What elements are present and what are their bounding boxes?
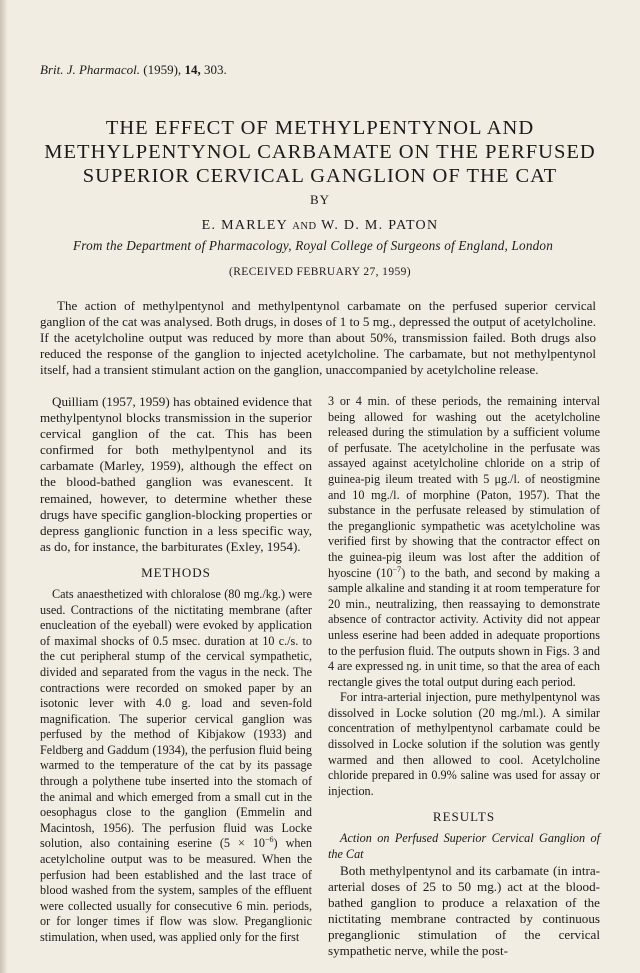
- methods-text-b: ) when acetylcholine output was to be measured. When the perfusion had been established and the last trace of blood washed from the system, samples of the effluent were collected usually for consecutive 6 min. periods, or for longer times if flow was slow. Preganglionic stimulation, when used, was applied only for the first: [40, 836, 312, 944]
- methods-paragraph: [40, 587, 312, 946]
- citation-page: 303.: [203, 62, 227, 77]
- received-date: (RECEIVED FEBRUARY 27, 1959): [229, 266, 411, 278]
- methods-cont-text-a: 3 or 4 min. of these periods, the remaining interval being allowed for washing out the acetylcholine released during the stimulation by a sufficient volume of perfusate. The acetylcholine in the perfusate was assayed against acetylcholine chloride on a strip of guinea-pig ileum treated with 5 μg./l. of neostigmine and 10 mg./l. of morphine (Paton, 1957). That the substance in the perfusate released by stimulation of the preganglionic sympathetic was acetylcholine was verified first by showing that the contractor effect on the guinea-pig ileum was lost after the addition of hyoscine (10: [328, 394, 600, 580]
- results-heading: RESULTS: [432, 809, 496, 825]
- author-first: E. MARLEY: [201, 218, 288, 233]
- results-subheading: Action on Perfused Superior Cervical Ganglion of the Cat: [328, 831, 600, 862]
- abstract: The action of methylpentynol and methylpentynol carbamate on the perfused superior cervical ganglion of the cat was analysed. Both drugs, in doses of 1 to 5 mg., depressed the output of acetylcholine. If the acetylcholine output was reduced by more than about 50%, transmission failed. Both drugs also reduced the response of the ganglion to injected acetylcholine. The carbamate, but not methylpentynol itself, had a transient stimulant action on the ganglion, unaccompanied by acetylcholine release.: [40, 298, 596, 377]
- methods-continued-paragraph: [328, 394, 600, 690]
- right-column: [328, 394, 600, 959]
- authors-line: [0, 218, 640, 234]
- methods-text-a: Cats anaesthetized with chloralose (80 mg./kg.) were used. Contractions of the nictitating membrane (after enucleation of the eyeball) were evoked by application of maximal shocks of 0.5 msec. duration at 10 c./s. to the cut peripheral stump of the cervical sympathetic, divided and separated from the vagus in the neck. The contractions were recorded on smoked paper by an isotonic lever with 4.0 g. load and seven-fold magnification. The superior cervical ganglion was perfused by the method of Kibjakow (1933) and Feldberg and Gaddum (1934), the perfusion fluid being warmed to the temperature of the cat by its passage through a polythene tube inserted into the stomach of the animal and which emerged from a small cut in the oesophagus close to the ganglion (Emmelin and Macintosh, 1956). The perfusion fluid was Locke solution, also containing eserine (5 × 10: [40, 586, 312, 851]
- citation-year: (1959),: [143, 62, 182, 77]
- citation-volume: 14,: [184, 62, 201, 77]
- affiliation: From the Department of Pharmacology, Royal College of Surgeons of England, London: [72, 238, 554, 253]
- left-column: [40, 394, 312, 946]
- by-line: BY: [309, 192, 331, 207]
- methods-exponent: −6: [265, 835, 274, 845]
- article-title: THE EFFECT OF METHYLPENTYNOL AND METHYLPENTYNOL CARBAMATE ON THE PERFUSED SUPERIOR CERVICAL GANGLION OF THE CAT: [44, 117, 596, 187]
- citation-line: [40, 62, 227, 78]
- injection-paragraph: For intra-arterial injection, pure methylpentynol was dissolved in Locke solution (20 mg./ml.). A similar concentration of methylpentynol carbamate could be dissolved in Locke solution if the solution was gently warmed and then allowed to cool. Acetylcholine chloride prepared in 0.9% saline was used for assay or injection.: [328, 690, 600, 798]
- methods-cont-text-b: ) to the bath, and second by making a sample alkaline and standing it at room temperature for 20 min., neutralizing, then reassaying to demonstrate absence of contractor activity. Activity did not appear unless eserine had been added in adequate proportions to the perfusion fluid. The outputs shown in Figs. 3 and 4 are expressed ng. in unit time, so that the area of each rectangle gives the total output during each period.: [328, 565, 600, 689]
- results-paragraph: Both methylpentynol and its carbamate (in intra-arterial doses of 25 to 50 mg.) act at the blood-bathed ganglion to produce a relaxation of the nictitating membrane contracted by continuous preganglionic stimulation of the cervical sympathetic nerve, while the post-: [328, 862, 600, 959]
- intro-paragraph: Quilliam (1957, 1959) has obtained evidence that methylpentynol blocks transmission in the superior cervical ganglion of the cat. This has been confirmed for both methylpentynol and its carbamate (Marley, 1959), although the effect on the blood-bathed ganglion was evanescent. It remained, however, to determine whether these drugs have specific ganglion-blocking properties or depress ganglionic function in a less specific way, as do, for instance, the barbiturates (Exley, 1954).: [40, 394, 312, 554]
- author-second: W. D. M. PATON: [321, 218, 439, 233]
- authors-and: AND: [292, 221, 317, 232]
- methods-heading: METHODS: [141, 564, 211, 580]
- hyoscine-exponent: −7: [392, 564, 402, 574]
- journal-name: Brit. J. Pharmacol.: [40, 62, 141, 77]
